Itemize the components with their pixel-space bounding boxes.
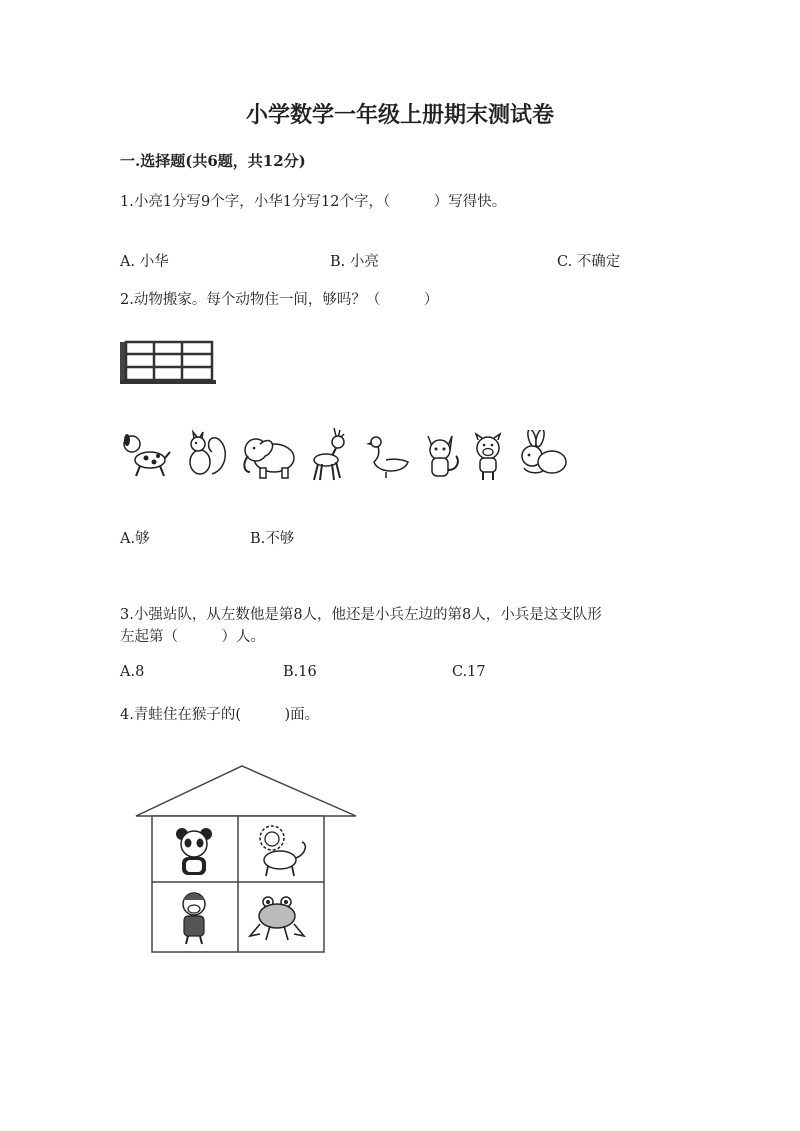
deer-icon (306, 426, 358, 484)
question-1-option-a[interactable]: A. 小华 (120, 254, 169, 270)
question-3-stem-line-2: 左起第（ ）人。 (120, 629, 265, 645)
elephant-icon (238, 428, 300, 482)
section-heading: 一.选择题(共6题，共12分) (120, 152, 306, 170)
apartment-building-illustration (120, 340, 216, 384)
question-3-option-a[interactable]: A.8 (120, 664, 145, 680)
house-illustration (132, 764, 364, 964)
question-1-stem: 1.小亮1分写9个字，小华1分写12个字，（ ）写得快。 (120, 194, 507, 210)
question-2-option-b[interactable]: B.不够 (250, 531, 295, 547)
question-1-option-b[interactable]: B. 小亮 (330, 254, 379, 270)
dog-icon (120, 428, 172, 480)
rabbit-icon (514, 430, 570, 480)
question-3-stem-line-1: 3.小强站队，从左数他是第8人，他还是小兵左边的第8人，小兵是这支队形 (120, 607, 602, 623)
page-title: 小学数学一年级上册期末测试卷 (245, 102, 554, 128)
squirrel-icon (178, 428, 230, 480)
question-1-option-c[interactable]: C. 不确定 (557, 254, 621, 270)
question-3-option-c[interactable]: C.17 (452, 664, 486, 680)
question-2-stem: 2.动物搬家。每个动物住一间，够吗？（ ） (120, 292, 439, 308)
question-3-option-b[interactable]: B.16 (283, 664, 317, 680)
cat-icon (420, 430, 464, 480)
question-4-stem: 4.青蛙住在猴子的( )面。 (120, 707, 320, 723)
question-2-option-a[interactable]: A.够 (120, 531, 150, 547)
goose-icon (364, 432, 412, 480)
pig-icon (466, 430, 510, 482)
